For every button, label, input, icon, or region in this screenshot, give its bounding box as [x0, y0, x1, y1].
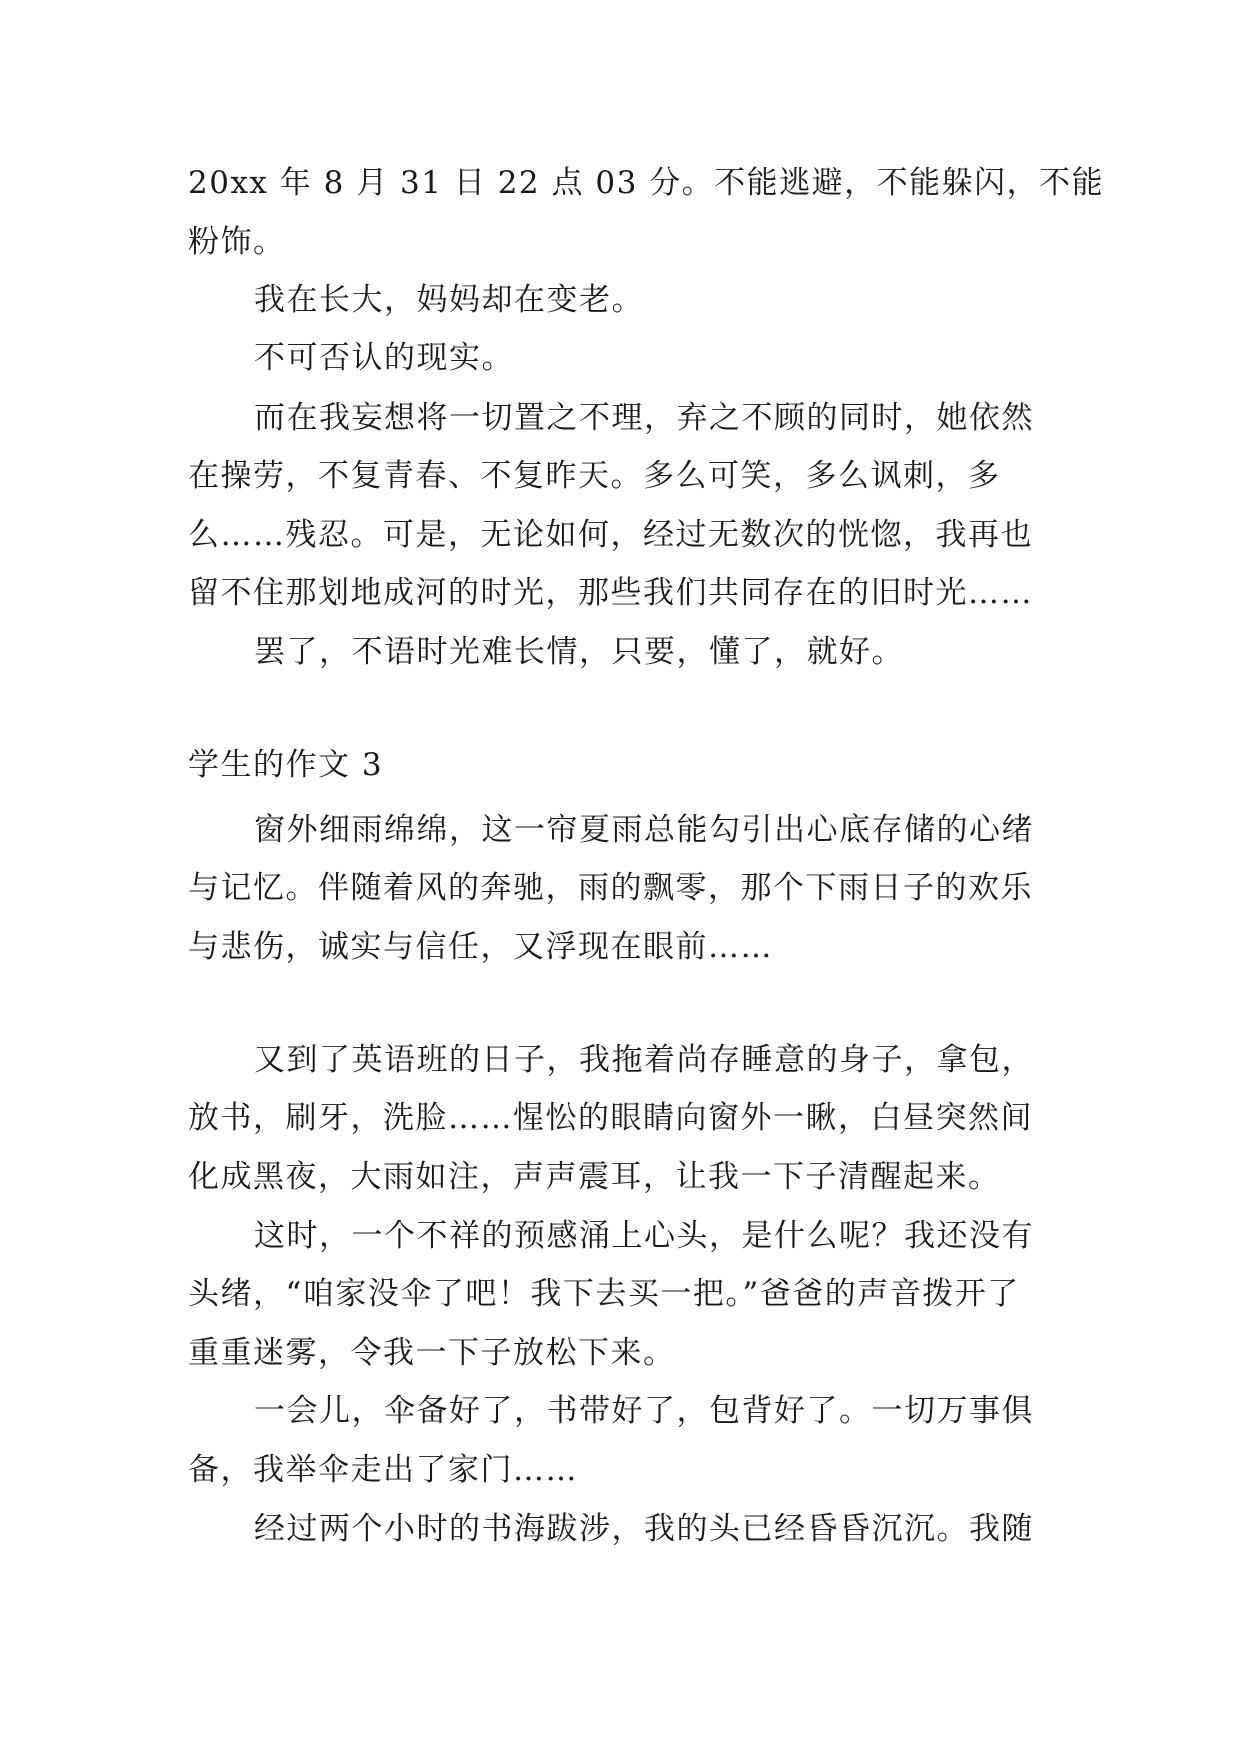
text-line: 粉饰。 [188, 224, 286, 260]
text-line: 罢了，不语时光难长情，只要，懂了，就好。 [254, 634, 904, 670]
text-line: 留不住那划地成河的时光，那些我们共同存在的旧时光…… [188, 575, 1033, 611]
text-line: 与悲伤，诚实与信任，又浮现在眼前…… [188, 929, 773, 965]
section-title: 学生的作文 3 [188, 747, 384, 783]
text-line: 么……残忍。可是，无论如何，经过无数次的恍惚，我再也 [188, 517, 1033, 553]
text-line: 重重迷雾，令我一下子放松下来。 [188, 1335, 676, 1371]
text-line: 在操劳，不复青春、不复昨天。多么可笑，多么讽刺，多 [188, 458, 1001, 494]
text-line: 一会儿，伞备好了，书带好了，包背好了。一切万事俱 [254, 1393, 1034, 1429]
text-line: 我在长大，妈妈却在变老。 [254, 282, 644, 318]
text-line: 不可否认的现实。 [254, 340, 514, 376]
text-line: 又到了英语班的日子，我拖着尚存睡意的身子，拿包， [254, 1042, 1034, 1078]
text-line: 放书，刷牙，洗脸……惺忪的眼睛向窗外一瞅，白昼突然间 [188, 1100, 1033, 1136]
text-line: 与记忆。伴随着风的奔驰，雨的飘零，那个下雨日子的欢乐 [188, 870, 1033, 906]
text-line: 而在我妄想将一切置之不理，弃之不顾的同时，她依然 [254, 400, 1034, 436]
text-line: 20xx 年 8 月 31 日 22 点 03 分。不能逃避，不能躲闪，不能 [188, 165, 1105, 201]
text-line: 备，我举伞走出了家门…… [188, 1452, 578, 1488]
text-line: 窗外细雨绵绵，这一帘夏雨总能勾引出心底存储的心绪 [254, 812, 1034, 848]
text-line: 头绪，“咱家没伞了吧！我下去买一把。”爸爸的声音拨开了 [188, 1276, 1020, 1312]
text-line: 化成黑夜，大雨如注，声声震耳，让我一下子清醒起来。 [188, 1159, 1001, 1195]
text-line: 经过两个小时的书海跋涉，我的头已经昏昏沉沉。我随 [254, 1511, 1034, 1547]
text-line: 这时，一个不祥的预感涌上心头，是什么呢？我还没有 [254, 1218, 1034, 1254]
